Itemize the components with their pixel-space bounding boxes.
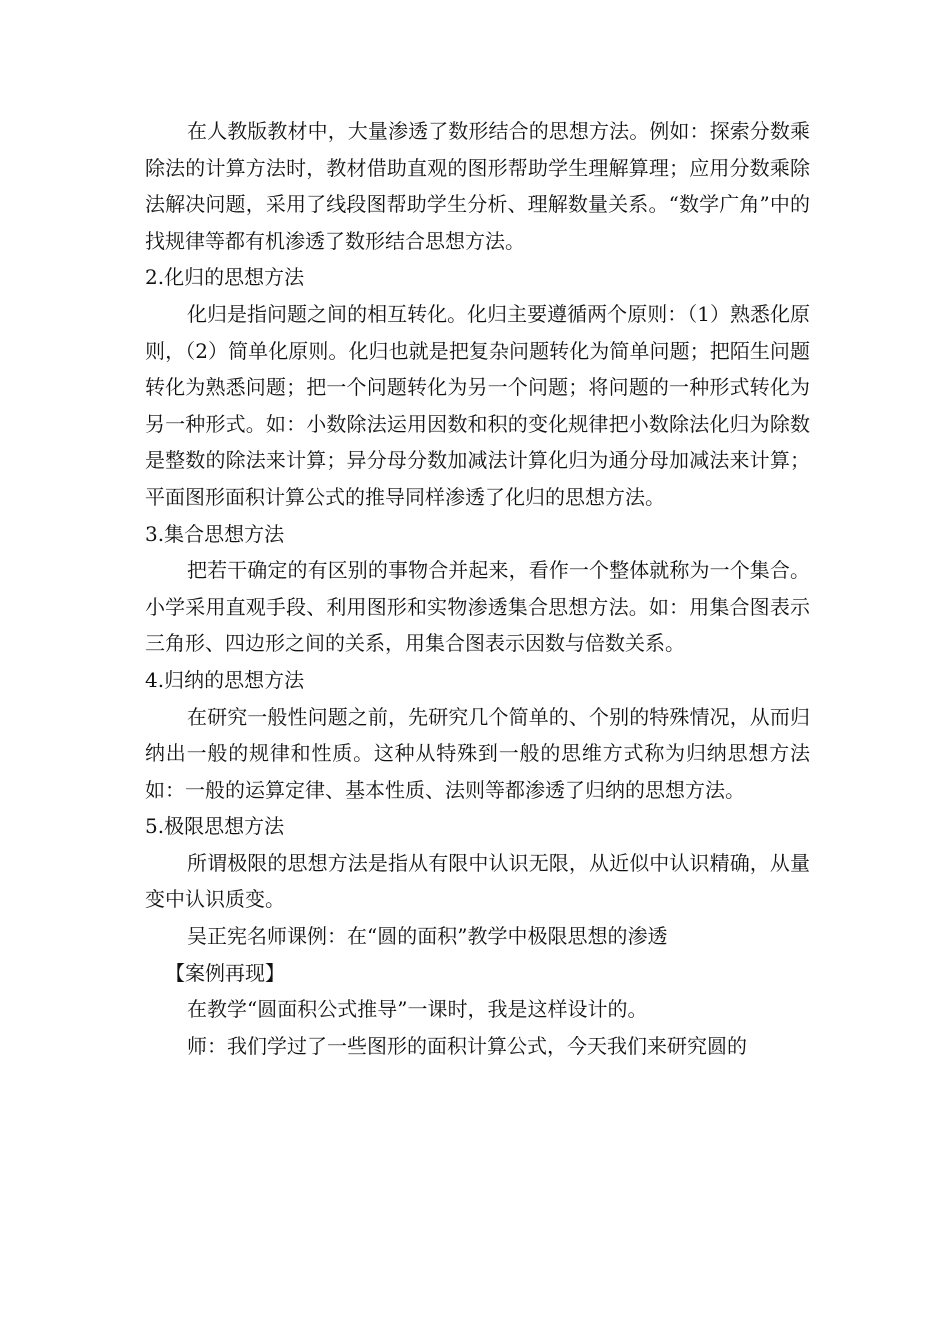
paragraph-induction: 在研究一般性问题之前，先研究几个简单的、个别的特殊情况，从而归纳出一般的规律和性质。这种从特殊到一般的思维方式称为归纳思想方法 如：一般的运算定律、基本性质、法则等都渗透了归纳的思想方法。 (145, 704, 810, 802)
heading-set-method: 3.集合思想方法 (145, 521, 285, 546)
paragraph-case-title: 吴正宪名师课例：在“圆的面积”教学中极限思想的渗透 (187, 924, 668, 949)
paragraph-case-label: 【案例再现】 (165, 960, 285, 985)
heading-reduction-method: 2.化归的思想方法 (145, 265, 305, 290)
paragraph-set: 把若干确定的有区别的事物合并起来，看作一个整体就称为一个集合。小学采用直观手段、利用图形和实物渗透集合思想方法。如：用集合图表示三角形、四边形之间的关系，用集合图表示因数与倍数关系。 (145, 558, 810, 656)
paragraph-teacher-line: 师：我们学过了一些图形的面积计算公式，今天我们来研究圆的 (187, 1033, 747, 1058)
paragraph-limit: 所谓极限的思想方法是指从有限中认识无限，从近似中认识精确，从量变中认识质变。 (145, 850, 810, 912)
heading-limit-method: 5.极限思想方法 (145, 814, 285, 839)
document-body (145, 113, 810, 1064)
paragraph-reduction: 化归是指问题之间的相互转化。化归主要遵循两个原则：（1）熟悉化原则，（2）简单化原则。化归也就是把复杂问题转化为简单问题；把陌生问题转化为熟悉问题；把一个问题转化为另一个问题；将问题的一种形式转化为另一种形式。如：小数除法运用因数和积的变化规律把小数除法化归为除数是整数的除法来计算；异分母分数加减法计算化归为通分母加减法来计算；平面图形面积计算公式的推导同样渗透了化归的思想方法。 (145, 301, 810, 509)
paragraph-number-shape: 在人教版教材中，大量渗透了数形结合的思想方法。例如：探索分数乘除法的计算方法时，教材借助直观的图形帮助学生理解算理；应用分数乘除法解决问题，采用了线段图帮助学生分析、理解数量关系。“数学广角”中的找规律等都有机渗透了数形结合思想方法。 (145, 119, 810, 253)
heading-induction-method: 4.归纳的思想方法 (145, 667, 305, 692)
paragraph-case-intro: 在教学“圆面积公式推导”一课时，我是这样设计的。 (187, 997, 648, 1022)
